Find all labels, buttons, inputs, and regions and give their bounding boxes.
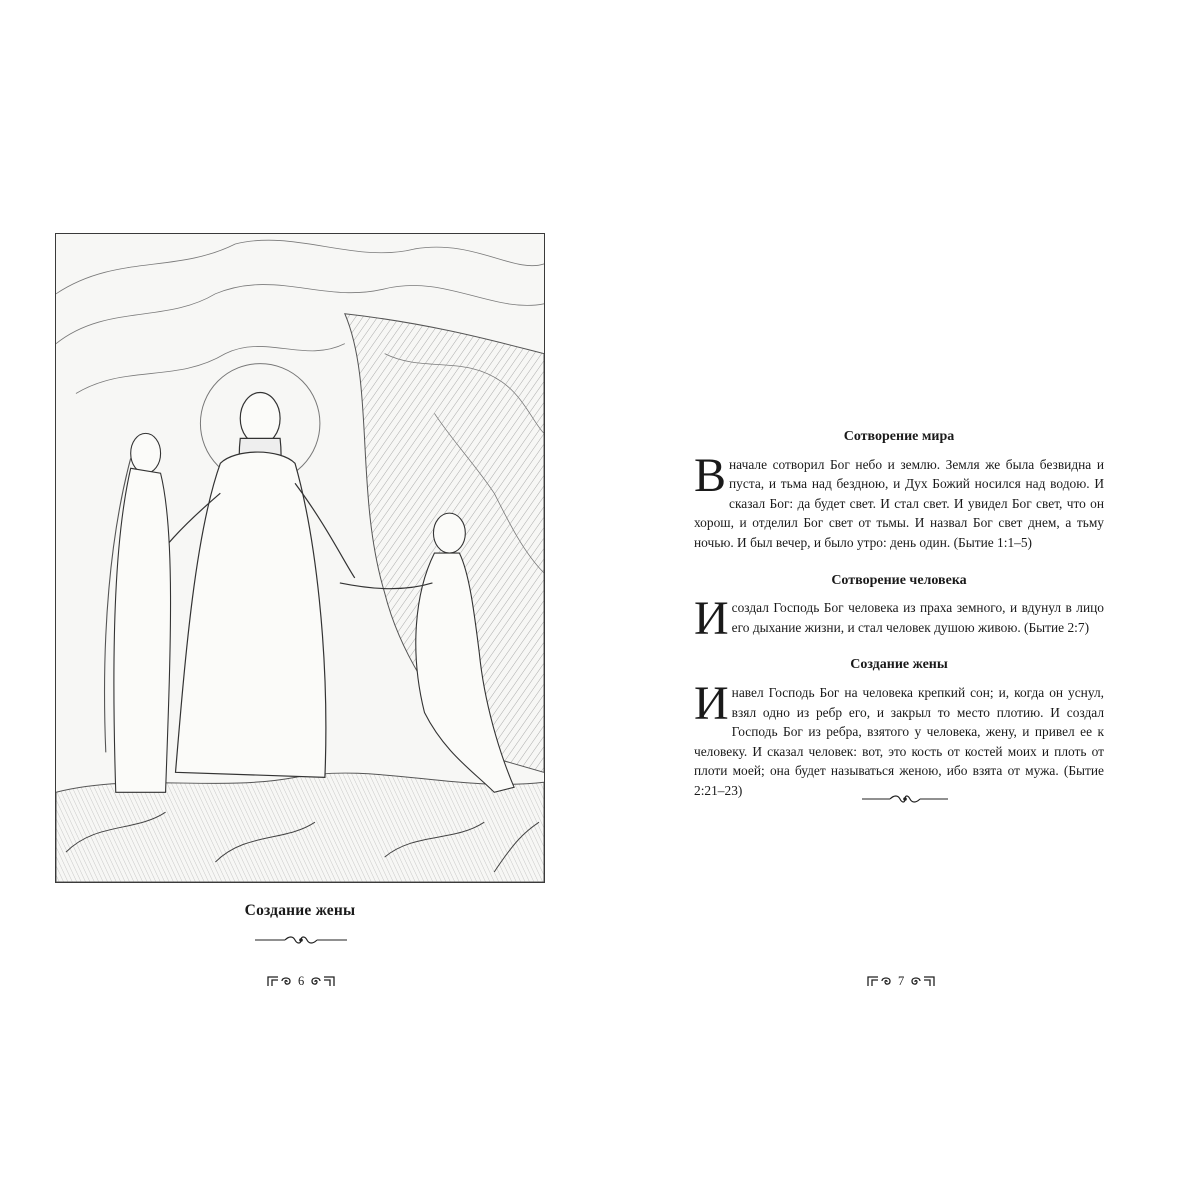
drop-cap: И (694, 592, 729, 646)
paragraph-text: создал Господь Бог человека из праха земного, и вдунул в лицо его дыхание жизни, и стал человек душою живою. (Бытие 2:7) (731, 600, 1104, 635)
page-number-right (866, 971, 936, 991)
section-paragraph (694, 592, 1104, 646)
drop-cap: И (694, 676, 729, 730)
paragraph-text: навел Господь Бог на человека крепкий сон; и, когда он уснул, взял одно из ребр его, и закрыл то место плотию. И создал Господь Бог из ребра, взятого у человека, жену, и привел ее к человеку. И сказал человек: вот, это кость от костей моих и плоть от плоти моей; она будет называться женою, ибо взята от мужа. (Бытие 2:21–23) (694, 684, 1104, 798)
folio-ornament-left-icon (866, 974, 892, 988)
page-number: 6 (298, 973, 305, 988)
text-block (694, 427, 1104, 819)
page-number: 7 (898, 973, 905, 988)
section-title: Сотворение человека (831, 572, 967, 588)
section-title: Сотворение мира (843, 429, 955, 444)
folio-ornament-right-icon (910, 974, 936, 988)
ornament-divider (255, 933, 347, 947)
section-creation-of-world (694, 427, 1104, 553)
section-creation-of-woman (694, 655, 1104, 800)
page-number-left (266, 971, 336, 991)
right-page (600, 0, 1200, 1200)
folio-ornament-right-icon (310, 974, 336, 988)
section-creation-of-man (694, 571, 1104, 646)
section-paragraph (694, 448, 1104, 553)
paragraph-text: начале сотворил Бог небо и землю. Земля же была безвидна и пуста, и тьма над бездною, и Дух Божий носился над водою. И сказал Бог: да будет свет. И стал свет. И увидел Бог свет, что он хорош, и отделил Бог свет от тьмы. И назвал Бог свет днем, а тьму ночью. И был вечер, и было утро: день один. (Бытие 1:1–5) (694, 456, 1104, 550)
drop-cap: В (694, 448, 727, 502)
engraving-illustration (55, 233, 545, 883)
section-title: Создание жены (850, 657, 948, 673)
ornament-divider (862, 792, 948, 806)
illustration-caption: Создание жены (244, 902, 356, 919)
folio-ornament-left-icon (266, 974, 292, 988)
engraving-image (56, 234, 544, 882)
section-paragraph (694, 676, 1104, 801)
